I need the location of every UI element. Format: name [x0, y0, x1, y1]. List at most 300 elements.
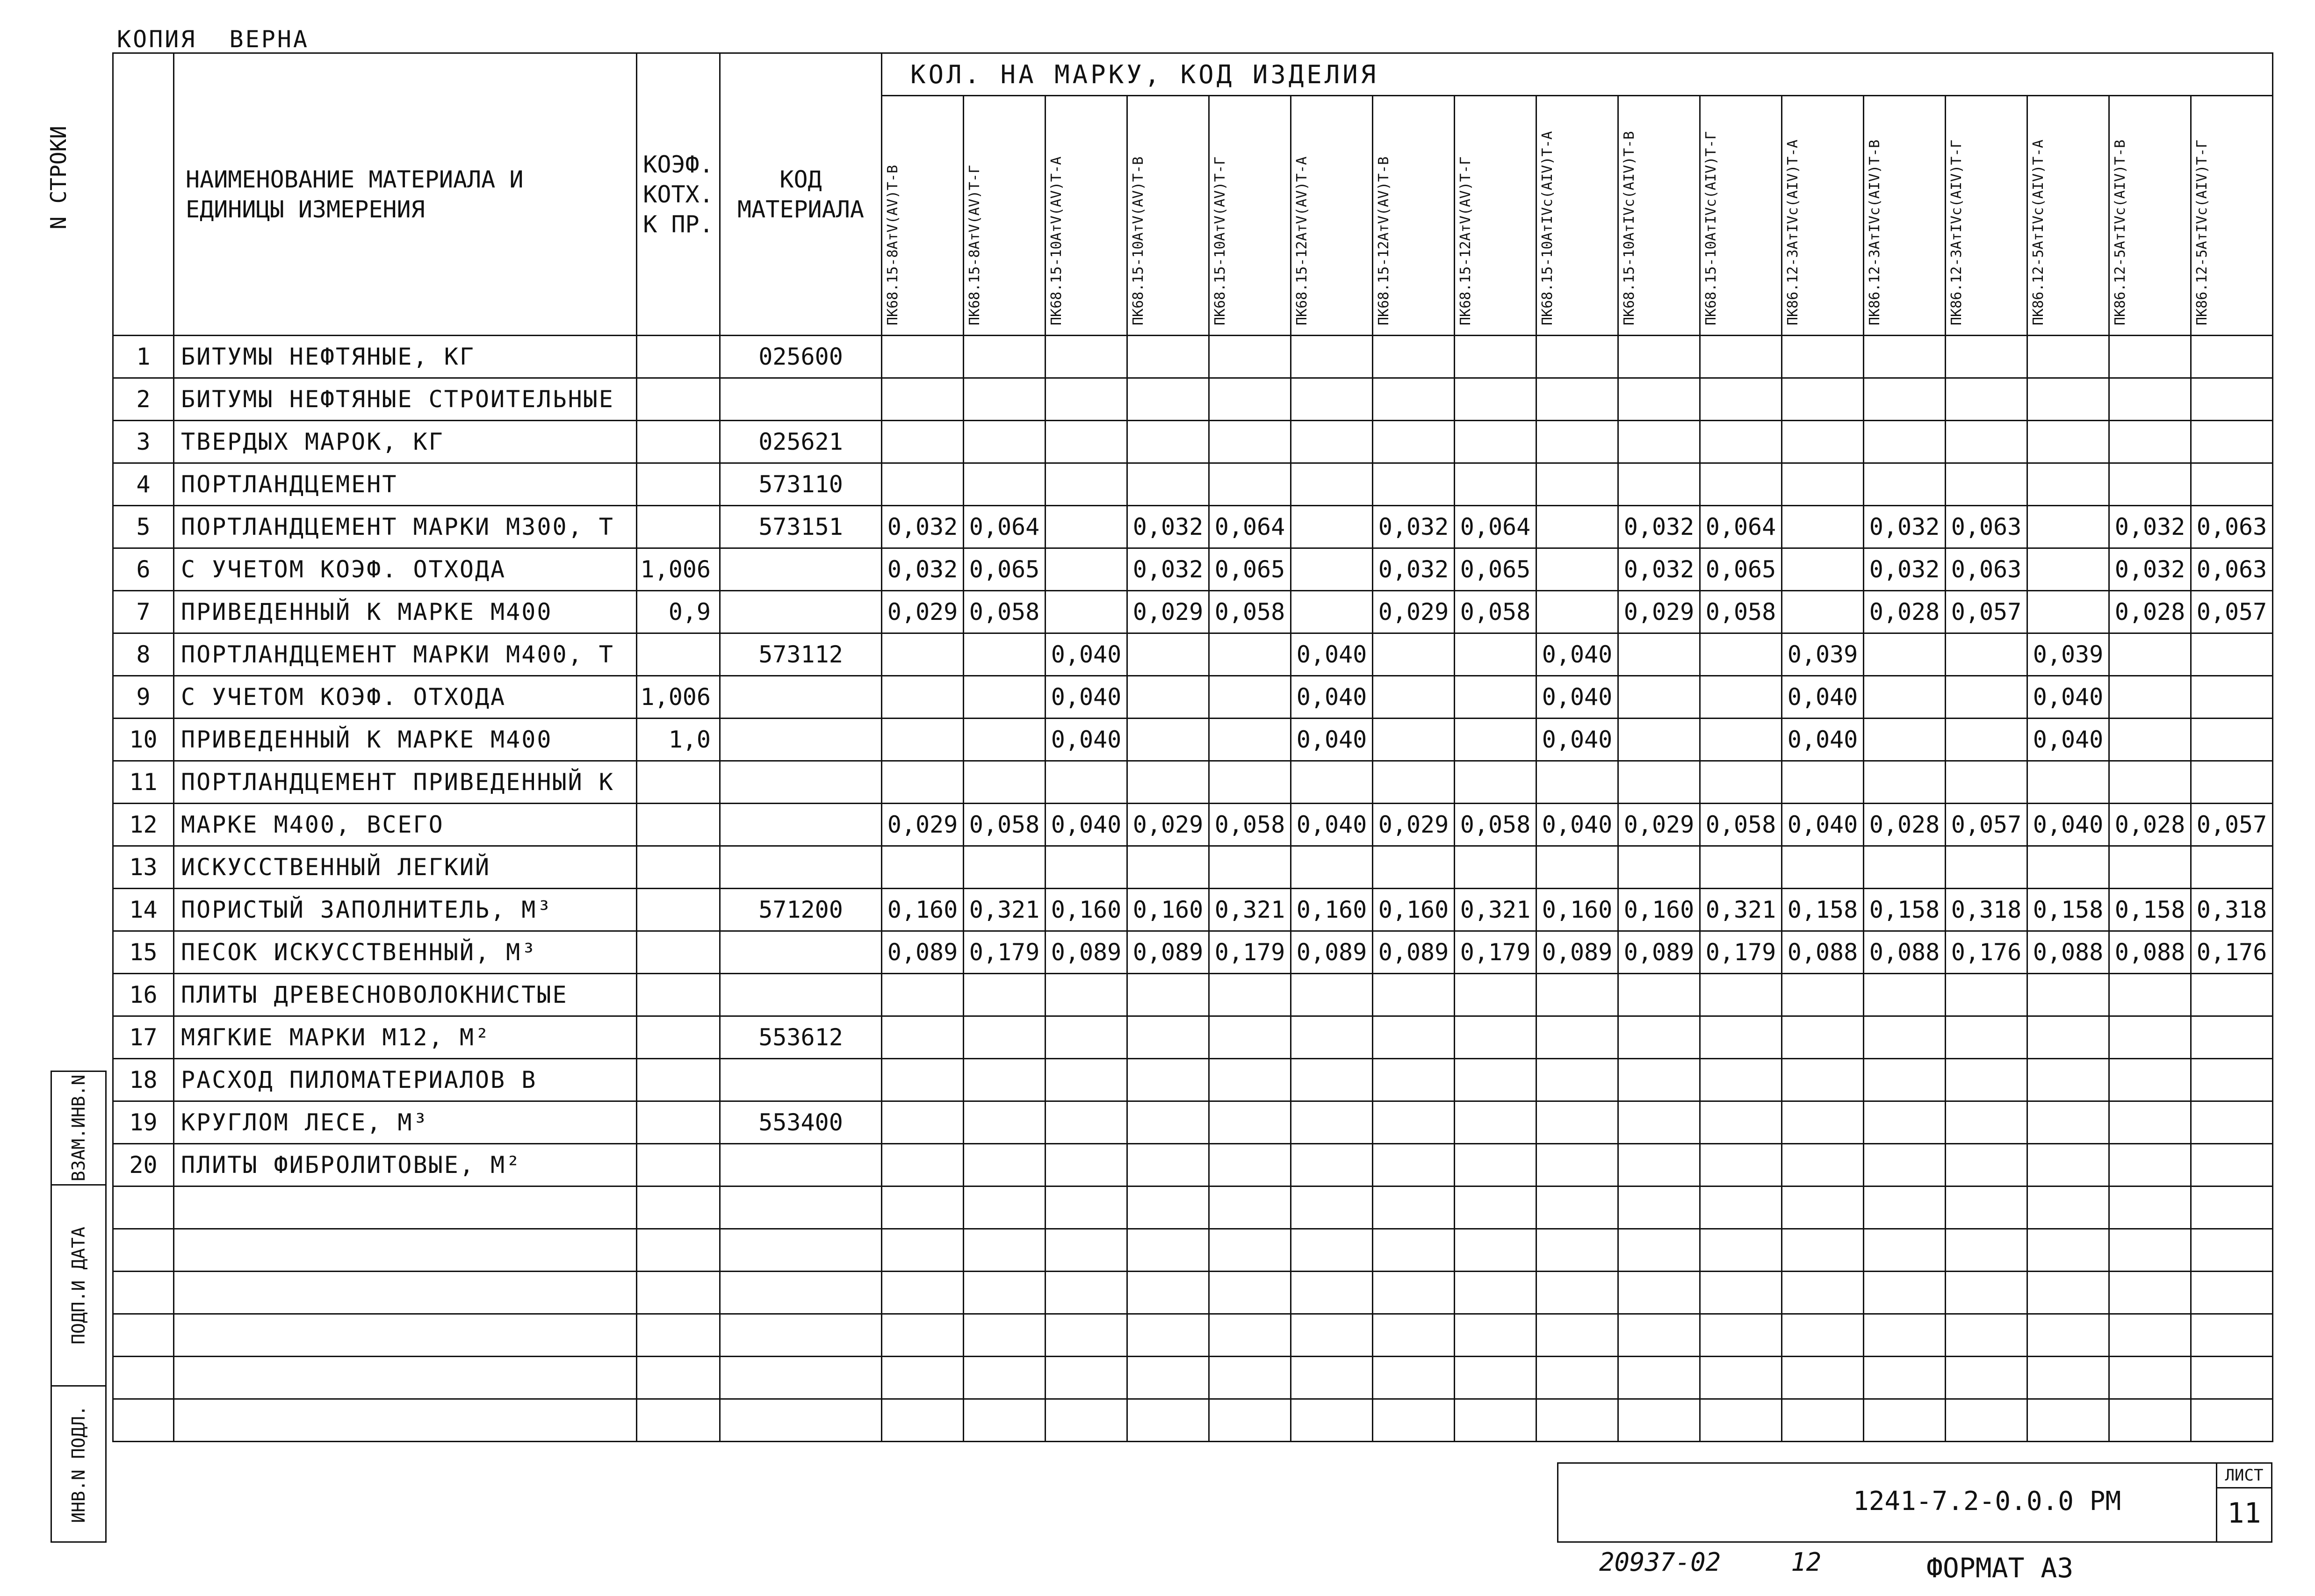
- table-row: [113, 378, 2273, 421]
- quantity-cell: [964, 719, 1046, 761]
- quantity-cell: [1864, 378, 1946, 421]
- row-number: 8: [113, 633, 174, 676]
- row-number: 20: [113, 1144, 174, 1186]
- blank-cell: [637, 1314, 720, 1357]
- blank-cell: [1782, 1399, 1864, 1442]
- material-code: [720, 846, 882, 889]
- quantity-cell: [1373, 1016, 1455, 1059]
- quantity-cell: [1536, 506, 1618, 548]
- material-name: БИТУМЫ НЕФТЯНЫЕ, КГ: [174, 336, 637, 378]
- quantity-cell: [1209, 1144, 1291, 1186]
- quantity-cell: [1291, 1016, 1373, 1059]
- quantity-cell: [1373, 974, 1455, 1016]
- header-group-quantity: КОЛ. НА МАРКУ, КОД ИЗДЕЛИЯ: [882, 53, 2273, 96]
- quantity-cell: [1291, 1144, 1373, 1186]
- quantity-cell: [1127, 846, 1209, 889]
- header-product-1: [882, 96, 964, 336]
- quantity-cell: [1946, 1016, 2027, 1059]
- blank-row: [113, 1314, 2273, 1357]
- header-row-number: [46, 53, 174, 336]
- quantity-cell: [1536, 591, 1618, 633]
- quantity-cell: [1700, 1059, 1782, 1101]
- material-code: [720, 974, 882, 1016]
- quantity-cell: [1864, 676, 1946, 719]
- coefficient: [637, 846, 720, 889]
- quantity-cell: 0,063: [1946, 548, 2027, 591]
- quantity-cell: 0,158: [1782, 889, 1864, 931]
- quantity-cell: [1536, 463, 1618, 506]
- blank-cell: [1782, 1229, 1864, 1272]
- material-code: 553400: [720, 1101, 882, 1144]
- table-row: [113, 804, 2273, 846]
- blank-cell: [2191, 1357, 2273, 1399]
- quantity-cell: [1291, 974, 1373, 1016]
- blank-cell: [1455, 1186, 1536, 1229]
- blank-cell: [1700, 1186, 1782, 1229]
- product-code: ПК68.15-12АтV(АV)Т-Г: [1457, 156, 1474, 325]
- quantity-cell: [882, 1016, 964, 1059]
- quantity-cell: [1373, 1059, 1455, 1101]
- quantity-cell: [1373, 463, 1455, 506]
- quantity-cell: [882, 1059, 964, 1101]
- material-name: ПОРИСТЫЙ ЗАПОЛНИТЕЛЬ, М³: [174, 889, 637, 931]
- quantity-cell: [1291, 1059, 1373, 1101]
- quantity-cell: [1618, 719, 1700, 761]
- quantity-cell: [2027, 1101, 2109, 1144]
- blank-cell: [1946, 1272, 2027, 1314]
- header-product-10: [1618, 96, 1700, 336]
- blank-cell: [1864, 1399, 1946, 1442]
- quantity-cell: [964, 633, 1046, 676]
- quantity-cell: [1291, 378, 1373, 421]
- quantity-cell: 0,058: [1455, 804, 1536, 846]
- quantity-cell: [2109, 421, 2191, 463]
- blank-cell: [720, 1399, 882, 1442]
- quantity-cell: 0,057: [2191, 804, 2273, 846]
- coefficient: [637, 931, 720, 974]
- quantity-cell: 0,160: [882, 889, 964, 931]
- quantity-cell: [1209, 1059, 1291, 1101]
- material-name: ПРИВЕДЕННЫЙ К МАРКЕ М400: [174, 719, 637, 761]
- quantity-cell: [2027, 336, 2109, 378]
- quantity-cell: 0,179: [1700, 931, 1782, 974]
- quantity-cell: [882, 676, 964, 719]
- quantity-cell: [1536, 378, 1618, 421]
- quantity-cell: [2191, 633, 2273, 676]
- product-code: ПК68.15-8АтV(АV)Т-В: [885, 165, 901, 325]
- blank-cell: [2027, 1272, 2109, 1314]
- table-row: [113, 1016, 2273, 1059]
- quantity-cell: [1209, 761, 1291, 804]
- quantity-cell: [1946, 421, 2027, 463]
- table-row: [113, 463, 2273, 506]
- quantity-cell: 0,032: [1618, 506, 1700, 548]
- quantity-cell: 0,040: [1046, 633, 1127, 676]
- blank-cell: [882, 1229, 964, 1272]
- quantity-cell: [2191, 676, 2273, 719]
- blank-cell: [882, 1186, 964, 1229]
- quantity-cell: [964, 1101, 1046, 1144]
- quantity-cell: 0,040: [1291, 633, 1373, 676]
- quantity-cell: [1046, 378, 1127, 421]
- quantity-cell: [2109, 336, 2191, 378]
- material-name: С УЧЕТОМ КОЭФ. ОТХОДА: [174, 548, 637, 591]
- quantity-cell: 0,088: [1864, 931, 1946, 974]
- table-row: [113, 719, 2273, 761]
- quantity-cell: [1455, 421, 1536, 463]
- quantity-cell: 0,058: [964, 804, 1046, 846]
- quantity-cell: [2109, 1101, 2191, 1144]
- quantity-cell: [2109, 1059, 2191, 1101]
- quantity-cell: 0,321: [1700, 889, 1782, 931]
- quantity-cell: [1700, 719, 1782, 761]
- blank-cell: [1373, 1272, 1455, 1314]
- quantity-cell: [2191, 719, 2273, 761]
- quantity-cell: 0,065: [1209, 548, 1291, 591]
- blank-cell: [1209, 1314, 1291, 1357]
- blank-cell: [1209, 1357, 1291, 1399]
- quantity-cell: [2191, 378, 2273, 421]
- quantity-cell: [1373, 761, 1455, 804]
- quantity-cell: [2109, 633, 2191, 676]
- quantity-cell: [964, 974, 1046, 1016]
- quantity-cell: [1946, 761, 2027, 804]
- quantity-cell: [1782, 1144, 1864, 1186]
- quantity-cell: [1782, 761, 1864, 804]
- quantity-cell: [2027, 421, 2109, 463]
- quantity-cell: [1782, 378, 1864, 421]
- coefficient: [637, 506, 720, 548]
- quantity-cell: [964, 336, 1046, 378]
- quantity-cell: [1209, 719, 1291, 761]
- material-name: ПОРТЛАНДЦЕМЕНТ МАРКИ М400, Т: [174, 633, 637, 676]
- blank-cell: [1127, 1399, 1209, 1442]
- quantity-cell: 0,032: [2109, 506, 2191, 548]
- quantity-cell: [1209, 421, 1291, 463]
- quantity-cell: [2191, 1144, 2273, 1186]
- product-code: ПК68.15-12АтV(АV)Т-В: [1376, 156, 1392, 325]
- quantity-cell: 0,058: [1209, 804, 1291, 846]
- quantity-cell: [1536, 548, 1618, 591]
- table-row: [113, 974, 2273, 1016]
- blank-cell: [2109, 1186, 2191, 1229]
- quantity-cell: [1782, 506, 1864, 548]
- blank-cell: [1046, 1229, 1127, 1272]
- quantity-cell: [1046, 548, 1127, 591]
- quantity-cell: [1291, 761, 1373, 804]
- quantity-cell: [1046, 974, 1127, 1016]
- material-code: [720, 761, 882, 804]
- coefficient: [637, 463, 720, 506]
- blank-cell: [1536, 1186, 1618, 1229]
- table-row: [113, 1144, 2273, 1186]
- row-number: 15: [113, 931, 174, 974]
- quantity-cell: [1291, 1101, 1373, 1144]
- quantity-cell: [2191, 463, 2273, 506]
- blank-cell: [2027, 1229, 2109, 1272]
- quantity-cell: [1618, 1144, 1700, 1186]
- header-row-number-text: N СТРОКИ: [46, 126, 71, 230]
- blank-cell: [1946, 1314, 2027, 1357]
- coefficient: [637, 1016, 720, 1059]
- quantity-cell: [1291, 463, 1373, 506]
- quantity-cell: [1618, 336, 1700, 378]
- product-code: ПК68.15-10АтV(АV)Т-Г: [1212, 156, 1228, 325]
- header-coefficient: КОЭФ. КОТХ. К ПР.: [637, 53, 720, 336]
- row-number: 18: [113, 1059, 174, 1101]
- coefficient: 1,006: [637, 676, 720, 719]
- quantity-cell: [1536, 1059, 1618, 1101]
- quantity-cell: [1700, 463, 1782, 506]
- material-name: ПОРТЛАНДЦЕМЕНТ ПРИВЕДЕННЫЙ К: [174, 761, 637, 804]
- quantity-cell: [1291, 506, 1373, 548]
- quantity-cell: [1700, 1101, 1782, 1144]
- blank-cell: [1782, 1186, 1864, 1229]
- material-code: 573112: [720, 633, 882, 676]
- header-product-15: [2027, 96, 2109, 336]
- quantity-cell: [882, 336, 964, 378]
- quantity-cell: [1946, 719, 2027, 761]
- quantity-cell: 0,064: [1700, 506, 1782, 548]
- quantity-cell: [964, 1016, 1046, 1059]
- blank-cell: [1864, 1186, 1946, 1229]
- quantity-cell: [1946, 378, 2027, 421]
- row-number: 2: [113, 378, 174, 421]
- quantity-cell: [1373, 846, 1455, 889]
- quantity-cell: 0,179: [964, 931, 1046, 974]
- quantity-cell: 0,089: [1536, 931, 1618, 974]
- quantity-cell: [1455, 633, 1536, 676]
- quantity-cell: [1373, 719, 1455, 761]
- quantity-cell: [1618, 846, 1700, 889]
- blank-cell: [1046, 1399, 1127, 1442]
- blank-cell: [720, 1186, 882, 1229]
- blank-cell: [882, 1314, 964, 1357]
- quantity-cell: [1536, 421, 1618, 463]
- quantity-cell: [882, 378, 964, 421]
- quantity-cell: [1536, 1101, 1618, 1144]
- blank-cell: [174, 1229, 637, 1272]
- quantity-cell: [1291, 548, 1373, 591]
- quantity-cell: [1864, 1144, 1946, 1186]
- blank-cell: [174, 1399, 637, 1442]
- coefficient: [637, 889, 720, 931]
- quantity-cell: [2109, 378, 2191, 421]
- quantity-cell: [1455, 846, 1536, 889]
- row-number: 13: [113, 846, 174, 889]
- quantity-cell: [2027, 548, 2109, 591]
- quantity-cell: [1046, 1016, 1127, 1059]
- stamp-sign-date: [52, 1184, 105, 1385]
- material-name: ПЕСОК ИСКУССТВЕННЫЙ, М³: [174, 931, 637, 974]
- quantity-cell: 0,028: [2109, 804, 2191, 846]
- quantity-cell: [1618, 1101, 1700, 1144]
- quantity-cell: 0,057: [1946, 804, 2027, 846]
- header-product-12: [1782, 96, 1864, 336]
- quantity-cell: [1373, 633, 1455, 676]
- blank-row: [113, 1186, 2273, 1229]
- material-code: [720, 804, 882, 846]
- row-number: 9: [113, 676, 174, 719]
- blank-cell: [2191, 1186, 2273, 1229]
- quantity-cell: [1209, 336, 1291, 378]
- quantity-cell: [1536, 1144, 1618, 1186]
- product-code: ПК86.12-3АтIVс(АIV)Т-А: [1785, 139, 1801, 325]
- quantity-cell: [964, 761, 1046, 804]
- quantity-cell: 0,040: [1291, 676, 1373, 719]
- blank-cell: [1291, 1186, 1373, 1229]
- blank-cell: [1536, 1229, 1618, 1272]
- stamp-inv-original: [52, 1385, 105, 1541]
- quantity-cell: [1700, 1144, 1782, 1186]
- quantity-cell: [2191, 1059, 2273, 1101]
- quantity-cell: [1536, 846, 1618, 889]
- quantity-cell: 0,089: [1618, 931, 1700, 974]
- blank-cell: [1046, 1186, 1127, 1229]
- blank-cell: [1700, 1357, 1782, 1399]
- header-product-16: [2109, 96, 2191, 336]
- sheet-label: ЛИСТ: [2217, 1464, 2271, 1488]
- quantity-cell: [1209, 846, 1291, 889]
- blank-cell: [882, 1399, 964, 1442]
- row-number: 14: [113, 889, 174, 931]
- blank-cell: [2191, 1229, 2273, 1272]
- header-product-7: [1373, 96, 1455, 336]
- blank-cell: [2109, 1399, 2191, 1442]
- blank-cell: [1455, 1357, 1536, 1399]
- blank-row: [113, 1357, 2273, 1399]
- quantity-cell: 0,158: [2027, 889, 2109, 931]
- blank-cell: [1127, 1272, 1209, 1314]
- quantity-cell: [2109, 1016, 2191, 1059]
- quantity-cell: 0,160: [1618, 889, 1700, 931]
- blank-cell: [1127, 1229, 1209, 1272]
- quantity-cell: 0,160: [1536, 889, 1618, 931]
- material-name: РАСХОД ПИЛОМАТЕРИАЛОВ В: [174, 1059, 637, 1101]
- blank-row: [113, 1399, 2273, 1442]
- quantity-cell: [1864, 761, 1946, 804]
- quantity-cell: 0,064: [1455, 506, 1536, 548]
- blank-cell: [1291, 1357, 1373, 1399]
- quantity-cell: 0,032: [1864, 548, 1946, 591]
- quantity-cell: [1946, 1144, 2027, 1186]
- quantity-cell: 0,032: [1373, 548, 1455, 591]
- blank-cell: [1536, 1314, 1618, 1357]
- product-code: ПК68.15-10АтV(АV)Т-В: [1130, 156, 1147, 325]
- stamp-sign-date-text: ПОДП.И ДАТА: [68, 1226, 89, 1344]
- quantity-cell: 0,058: [1700, 591, 1782, 633]
- blank-cell: [1291, 1314, 1373, 1357]
- blank-cell: [1946, 1399, 2027, 1442]
- quantity-cell: [1700, 1016, 1782, 1059]
- product-code: ПК86.12-5АтIVс(АIV)Т-А: [2030, 139, 2047, 325]
- quantity-cell: 0,064: [1209, 506, 1291, 548]
- quantity-cell: [1946, 633, 2027, 676]
- blank-cell: [1536, 1272, 1618, 1314]
- quantity-cell: [882, 1144, 964, 1186]
- quantity-cell: 0,160: [1046, 889, 1127, 931]
- quantity-cell: [2191, 974, 2273, 1016]
- quantity-cell: 0,179: [1209, 931, 1291, 974]
- quantity-cell: [1373, 676, 1455, 719]
- quantity-cell: 0,032: [1127, 506, 1209, 548]
- quantity-cell: [2191, 1101, 2273, 1144]
- quantity-cell: 0,065: [1700, 548, 1782, 591]
- quantity-cell: [1700, 676, 1782, 719]
- quantity-cell: [2191, 336, 2273, 378]
- quantity-cell: [1618, 676, 1700, 719]
- blank-cell: [1618, 1272, 1700, 1314]
- quantity-cell: [2027, 1016, 2109, 1059]
- header-product-17: [2191, 96, 2273, 336]
- quantity-cell: [1373, 421, 1455, 463]
- quantity-cell: 0,032: [1618, 548, 1700, 591]
- quantity-cell: 0,160: [1373, 889, 1455, 931]
- quantity-cell: [1209, 378, 1291, 421]
- material-code: [720, 1059, 882, 1101]
- quantity-cell: 0,063: [2191, 506, 2273, 548]
- stamp-inv-original-text: ИНВ.N ПОДЛ.: [68, 1405, 89, 1523]
- copy-verified-note: [117, 26, 342, 53]
- quantity-cell: [1209, 974, 1291, 1016]
- quantity-cell: 0,032: [882, 506, 964, 548]
- blank-cell: [637, 1272, 720, 1314]
- quantity-cell: 0,321: [964, 889, 1046, 931]
- table-row: [113, 761, 2273, 804]
- blank-cell: [637, 1399, 720, 1442]
- quantity-cell: [1536, 336, 1618, 378]
- quantity-cell: 0,158: [1864, 889, 1946, 931]
- material-code: [720, 676, 882, 719]
- blank-cell: [1373, 1314, 1455, 1357]
- quantity-cell: [1864, 336, 1946, 378]
- quantity-cell: [1782, 548, 1864, 591]
- material-name: БИТУМЫ НЕФТЯНЫЕ СТРОИТЕЛЬНЫЕ: [174, 378, 637, 421]
- quantity-cell: [1046, 846, 1127, 889]
- header-product-9: [1536, 96, 1618, 336]
- quantity-cell: [2109, 719, 2191, 761]
- quantity-cell: [1455, 974, 1536, 1016]
- quantity-cell: [2191, 421, 2273, 463]
- coefficient: [637, 1059, 720, 1101]
- quantity-cell: [2027, 761, 2109, 804]
- quantity-cell: 0,176: [2191, 931, 2273, 974]
- header-material-code: КОД МАТЕРИАЛА: [720, 53, 882, 336]
- quantity-cell: 0,040: [1291, 719, 1373, 761]
- blank-cell: [1536, 1399, 1618, 1442]
- footer-inventory: [1599, 1547, 1891, 1577]
- table-row: [113, 676, 2273, 719]
- row-number: 7: [113, 591, 174, 633]
- side-stamp: [50, 1071, 107, 1543]
- product-code: ПК86.12-3АтIVс(АIV)Т-Г: [1948, 139, 1965, 325]
- material-name: ПОРТЛАНДЦЕМЕНТ: [174, 463, 637, 506]
- quantity-cell: [1127, 378, 1209, 421]
- blank-cell: [113, 1399, 174, 1442]
- blank-cell: [1618, 1229, 1700, 1272]
- blank-cell: [1046, 1314, 1127, 1357]
- product-code: ПК68.15-8АтV(АV)Т-Г: [966, 165, 983, 325]
- quantity-cell: [2027, 591, 2109, 633]
- quantity-cell: [1046, 761, 1127, 804]
- table-row: [113, 1101, 2273, 1144]
- blank-cell: [1455, 1229, 1536, 1272]
- quantity-cell: 0,040: [1536, 633, 1618, 676]
- blank-cell: [174, 1357, 637, 1399]
- blank-cell: [1209, 1399, 1291, 1442]
- sheet-number-box: [2216, 1464, 2271, 1541]
- quantity-cell: [964, 846, 1046, 889]
